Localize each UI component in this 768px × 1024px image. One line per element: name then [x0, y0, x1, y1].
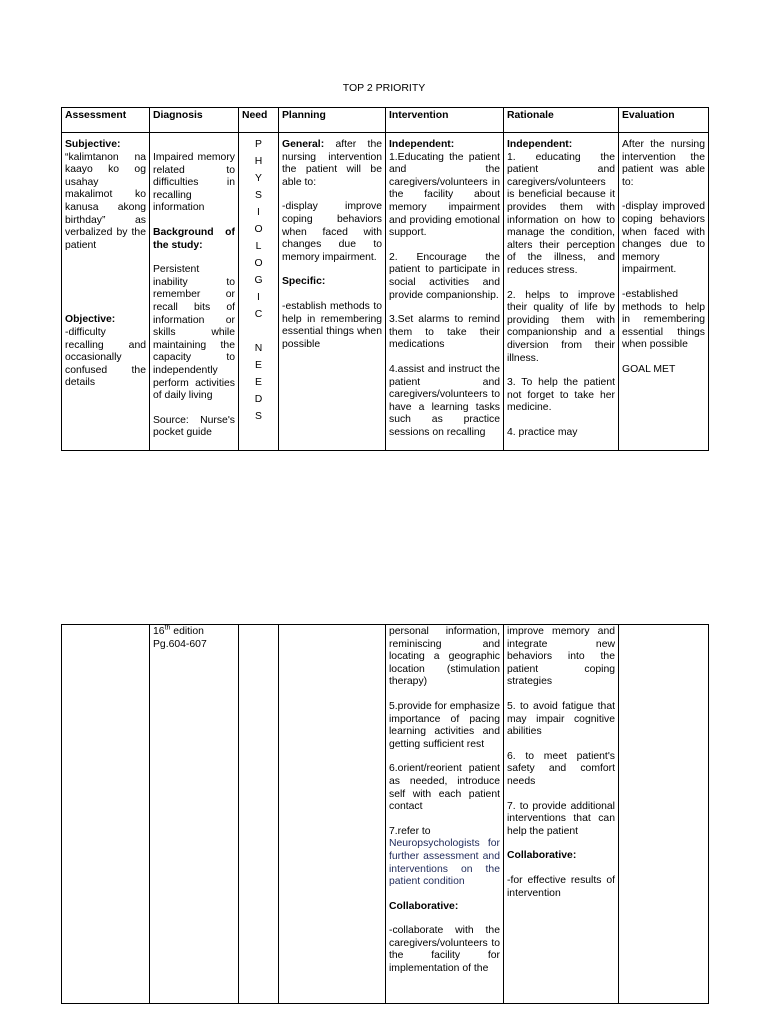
diagnosis-edition-rest: edition: [170, 626, 204, 637]
need-letter: Y: [255, 173, 262, 184]
need-letter: E: [255, 360, 262, 371]
need-letter: N: [254, 343, 263, 354]
rationale-item: 1. educating the patient and caregivers/volunteers is beneficial because it provides them with information on how to manage the condition, alters their perception of the illness, and reduces stress.: [507, 151, 615, 276]
need-letter: L: [255, 241, 262, 252]
need-letter: I: [257, 207, 260, 218]
rationale-item: 3. To help the patient not forget to take her medicine.: [507, 377, 615, 414]
diagnosis-text: Impaired memory related to difficulties in recalling information: [153, 152, 235, 214]
intervention-item: 6.orient/reorient patient as needed, introduce self with each patient contact: [389, 763, 500, 813]
need-letter: S: [255, 190, 262, 201]
need-cell-cont: [239, 625, 279, 1004]
intervention-item: 5.provide for emphasize importance of pacing learning activities and getting sufficient rest: [389, 700, 500, 750]
general-label: General:: [282, 139, 325, 150]
rationale-item: 2. helps to improve their quality of life by providing them with companionship and a diversion from their illness.: [507, 289, 615, 364]
need-letter: O: [254, 224, 263, 235]
need-letter: E: [255, 377, 262, 388]
rationale-item: 4. practice may: [507, 426, 578, 438]
header-intervention: Intervention: [386, 108, 504, 133]
subjective-text: “kalimtanon na kaayo ko og usahay makalimot ko kanusa akong birthday” as verbalized by the patient: [65, 151, 146, 251]
rationale-item: 6. to meet patient's safety and comfort needs: [507, 750, 615, 787]
rationale-independent-label: Independent:: [507, 139, 573, 150]
header-assessment: Assessment: [62, 108, 150, 133]
rationale-item: 5. to avoid fatigue that may impair cognitive abilities: [507, 700, 615, 738]
objective-text: -difficulty recalling and occasionally confused the details: [65, 326, 146, 389]
objective-label: Objective:: [65, 314, 116, 326]
need-cell: [239, 133, 279, 451]
evaluation-item: -established methods to help in remembering essential things when possible: [622, 288, 705, 351]
intervention-continued: personal information, reminiscing and locating a geographic location (stimulation therapy): [389, 626, 500, 688]
rationale-collaborative-text: -for effective results of intervention: [507, 874, 615, 899]
diagnosis-cell: [150, 133, 239, 451]
intervention-cell: [386, 133, 504, 451]
diagnosis-edition: 16: [153, 626, 165, 637]
need-letter: [242, 326, 275, 343]
background-label: Background of the study:: [153, 226, 235, 251]
planning-goal-2: -establish methods to help in remembering essential things when possible: [282, 300, 382, 350]
intervention-item: 1.Educating the patient and the caregivers/volunteers in the facility about memory impairment and providing emotional support.: [389, 151, 500, 239]
need-letter: C: [254, 309, 263, 320]
header-need: Need: [239, 108, 279, 133]
need-letter: H: [254, 156, 263, 167]
planning-goal-1: -display improve coping behaviors when faced with changes due to memory impairment.: [282, 201, 382, 263]
need-letter: O: [254, 258, 263, 269]
rationale-continued: improve memory and integrate new behaviors into the patient coping strategies: [507, 626, 615, 688]
assessment-cell-cont: [62, 625, 150, 1004]
page-title: TOP 2 PRIORITY: [342, 82, 426, 94]
background-text: Persistent inability to remember or recall bits of information or skills while maintaining the capacity to independently perform activities of daily living: [153, 264, 235, 402]
subjective-label: Subjective:: [65, 139, 121, 150]
evaluation-item: -display improved coping behaviors when faced with changes due to memory impairment.: [622, 201, 705, 276]
care-plan-table-page-1: [61, 107, 709, 451]
rationale-cell-cont: [504, 625, 619, 1004]
evaluation-intro: After the nursing intervention the patient was able to:: [622, 139, 705, 188]
need-letter: S: [255, 411, 262, 422]
planning-cell-cont: [279, 625, 386, 1004]
diagnosis-cell-cont: [150, 625, 239, 1004]
intervention-item-7-text: Neuropsychologists for further assessment and interventions on the patient condition: [389, 838, 500, 888]
assessment-cell: [62, 133, 150, 451]
rationale-cell: [504, 133, 619, 451]
intervention-item-7-prefix: 7.refer to: [389, 825, 431, 837]
planning-cell: [279, 133, 386, 451]
specific-label: Specific:: [282, 276, 326, 288]
header-rationale: Rationale: [504, 108, 619, 133]
intervention-independent-label: Independent:: [389, 139, 455, 150]
rationale-collaborative-label: Collaborative:: [507, 850, 577, 862]
need-letter: G: [254, 275, 263, 286]
content-row: [62, 625, 709, 1004]
rationale-item: 7. to provide additional interventions that can help the patient: [507, 800, 615, 837]
diagnosis-edition-suffix: th: [164, 624, 171, 632]
intervention-cell-cont: [386, 625, 504, 1004]
need-letter: D: [254, 394, 263, 405]
content-row: [62, 133, 709, 451]
header-evaluation: Evaluation: [619, 108, 709, 133]
diagnosis-source: Source: Nurse's pocket guide: [153, 414, 235, 439]
evaluation-cell-cont: [619, 625, 709, 1004]
header-row: [62, 108, 709, 133]
general-text: after the nursing intervention the patient will be able to:: [282, 139, 383, 188]
need-letter: P: [255, 139, 262, 150]
intervention-item: 3.Set alarms to remind them to take their medications: [389, 314, 500, 351]
evaluation-cell: [619, 133, 709, 451]
intervention-item: 2. Encourage the patient to participate in social activities and provide companionship.: [389, 251, 500, 301]
intervention-collaborative-label: Collaborative:: [389, 900, 459, 912]
need-letter: I: [257, 292, 260, 303]
header-planning: Planning: [279, 108, 386, 133]
intervention-collaborative-text: -collaborate with the caregivers/volunteers to the facility for implementation of the: [389, 925, 500, 975]
diagnosis-pages: Pg.604-607: [153, 638, 207, 650]
header-diagnosis: Diagnosis: [150, 108, 239, 133]
care-plan-table-page-2: [61, 624, 709, 1004]
intervention-item: 4.assist and instruct the patient and caregivers/volunteers to have a learning tasks such as practice sessions on recalling: [389, 363, 500, 438]
evaluation-status: GOAL MET: [622, 363, 676, 375]
